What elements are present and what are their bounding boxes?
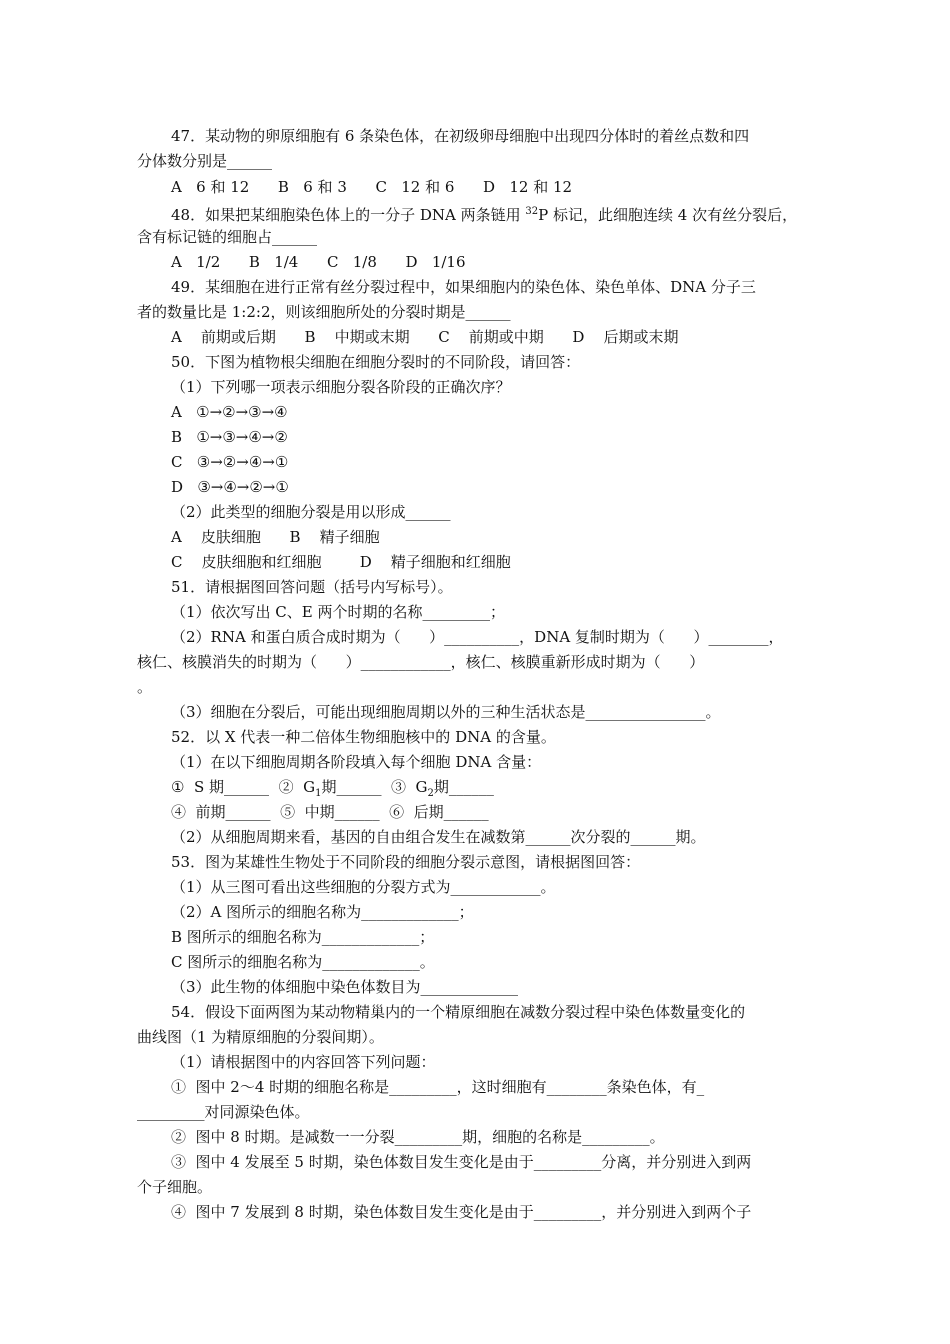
q52-sub1: （1）在以下细胞周期各阶段填入每个细胞 DNA 含量： (171, 753, 542, 771)
q50-sub1: （1）下列哪一项表示细胞分裂各阶段的正确次序？ (171, 378, 511, 396)
q54-item4: ④ 图中 7 发展到 8 时期，染色体数目发生变化是由于_________，并分别进入到两个子 (171, 1203, 752, 1221)
q47-stem-line2: 分体数分别是______ (137, 152, 273, 170)
q54-item2: ② 图中 8 时期。是减数一一分裂_________期，细胞的名称是_________。 (171, 1128, 665, 1146)
q54-sub1: （1）请根据图中的内容回答下列问题： (171, 1053, 436, 1071)
q50-options-cd: C 皮肤细胞和红细胞 D 精子细胞和红细胞 (171, 553, 511, 571)
q51-sub2-end: 。 (137, 678, 153, 696)
q53-sub2: （2）A 图所示的细胞名称为_____________； (171, 903, 474, 921)
q48-stem-line2: 含有标记链的细胞占______ (137, 228, 318, 246)
q49-stem-line1: 49．某细胞在进行正常有丝分裂过程中，如果细胞内的染色体、染色单体、DNA 分子三 (171, 278, 756, 296)
q51-sub3: （3）细胞在分裂后，可能出现细胞周期以外的三种生活状态是________________。 (171, 703, 721, 721)
q50-option-b: B ①→③→④→② (171, 428, 288, 446)
q52-row2: ④ 前期______ ⑤ 中期______ ⑥ 后期______ (171, 803, 489, 821)
q54-stem-line2: 曲线图（1 为精原细胞的分裂间期）。 (137, 1028, 384, 1046)
q51-sub2-cont: 核仁、核膜消失的时期为（ ）____________，核仁、核膜重新形成时期为（ ） (137, 653, 705, 671)
q51-sub1: （1）依次写出 C、E 两个时期的名称_________； (171, 603, 506, 621)
q54-item3-cont: 个子细胞。 (137, 1178, 213, 1196)
superscript: 32 (525, 206, 539, 217)
q52-stem: 52．以 X 代表一种二倍体生物细胞核中的 DNA 的含量。 (171, 728, 556, 746)
q50-option-a: A ①→②→③→④ (171, 403, 288, 421)
q48-stem-line1: 48．如果把某细胞染色体上的一分子 DNA 两条链用 $^{32}$P 标记，此细胞连续 4 次有丝分裂后， (171, 206, 798, 224)
q53-sub2-c: C 图所示的细胞名称为_____________。 (171, 953, 435, 971)
q50-options-ab: A 皮肤细胞 B 精子细胞 (171, 528, 380, 546)
q54-item1-cont: _________对同源染色体。 (137, 1103, 310, 1121)
q53-stem: 53．图为某雄性生物处于不同阶段的细胞分裂示意图，请根据图回答： (171, 853, 641, 871)
q49-stem-line2: 者的数量比是 1:2:2，则该细胞所处的分裂时期是______ (137, 303, 511, 321)
q50-stem: 50．下图为植物根尖细胞在细胞分裂时的不同阶段，请回答： (171, 353, 581, 371)
q53-sub3: （3）此生物的体细胞中染色体数目为_____________ (171, 978, 519, 996)
q50-option-c: C ③→②→④→① (171, 453, 289, 471)
q53-sub2-b: B 图所示的细胞名称为_____________； (171, 928, 435, 946)
q51-sub2: （2）RNA 和蛋白质合成时期为（ ）__________，DNA 复制时期为（ ）________， (171, 628, 784, 646)
q50-option-d: D ③→④→②→① (171, 478, 289, 496)
q54-stem-line1: 54．假设下面两图为某动物精巢内的一个精原细胞在减数分裂过程中染色体数量变化的 (171, 1003, 746, 1021)
q49-options: A 前期或后期 B 中期或末期 C 前期或中期 D 后期或末期 (171, 328, 679, 346)
q51-stem: 51．请根据图回答问题（括号内写标号）。 (171, 578, 453, 596)
q50-sub2: （2）此类型的细胞分裂是用以形成______ (171, 503, 451, 521)
q54-item3: ③ 图中 4 发展至 5 时期，染色体数目发生变化是由于_________分离，并分别进入到两 (171, 1153, 752, 1171)
q47-stem-line1: 47．某动物的卵原细胞有 6 条染色体，在初级卵母细胞中出现四分体时的着丝点数和四 (171, 127, 750, 145)
q52-sub2: （2）从细胞周期来看，基因的自由组合发生在减数第______次分裂的______期。 (171, 828, 706, 846)
q54-item1: ① 图中 2～4 时期的细胞名称是_________，这时细胞有________条染色体，有_ (171, 1078, 705, 1096)
q47-options: A 6 和 12 B 6 和 3 C 12 和 6 D 12 和 12 (171, 178, 573, 196)
q48-options: A 1/2 B 1/4 C 1/8 D 1/16 (171, 253, 466, 271)
q52-row1: ① S 期______ ② $G_1$期______ ③ $G_2$期______ (171, 778, 494, 799)
q53-sub1: （1）从三图可看出这些细胞的分裂方式为____________。 (171, 878, 556, 896)
